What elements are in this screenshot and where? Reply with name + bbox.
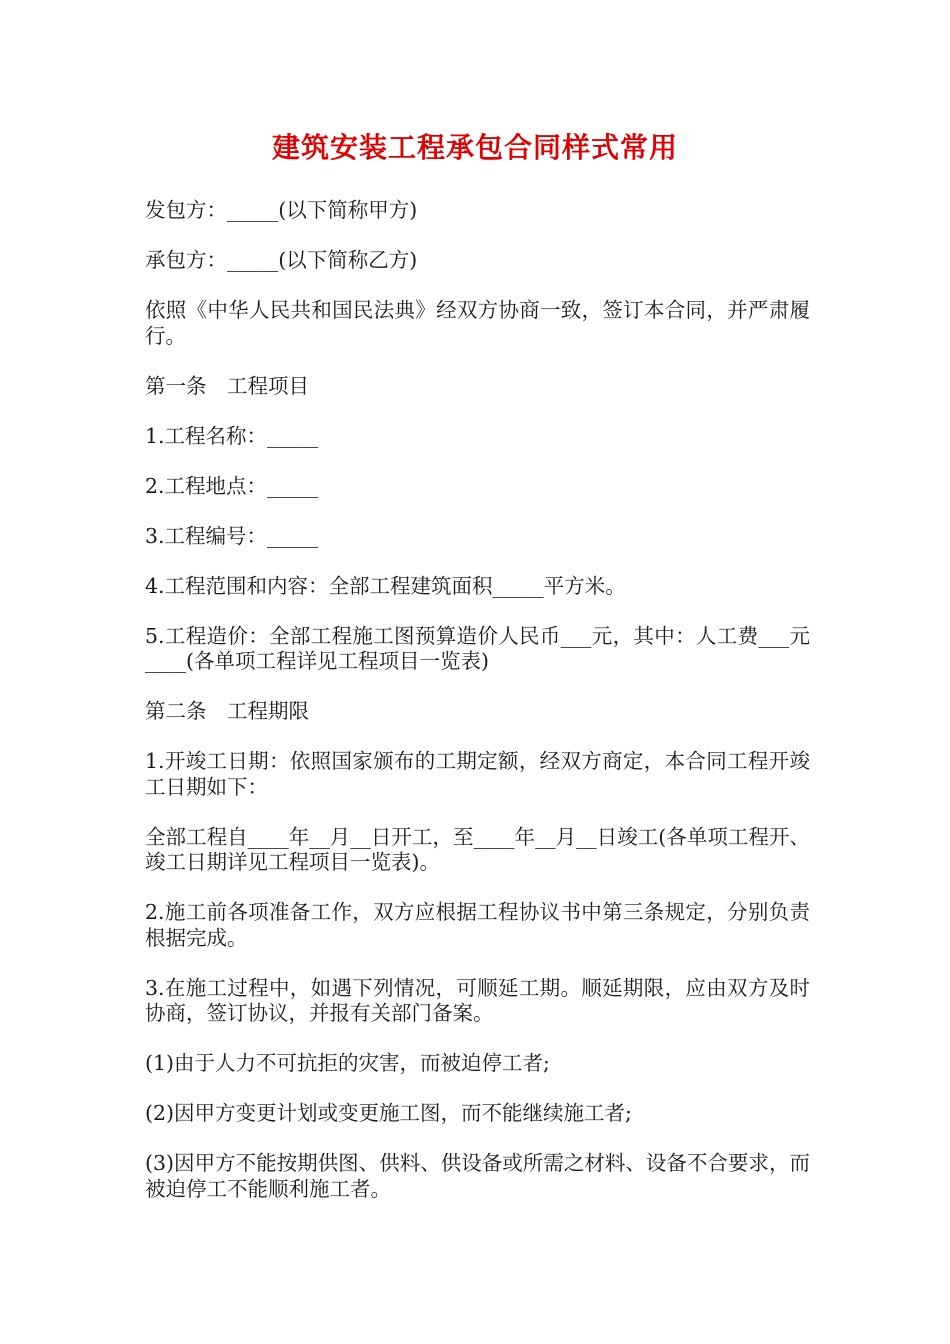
paragraph-preparation: 2.施工前各项准备工作，双方应根据工程协议书中第三条规定，分别负责根据完成。 [145, 900, 810, 950]
document-body [145, 198, 810, 1227]
paragraph-project-scope: 4.工程范围和内容：全部工程建筑面积_____平方米。 [145, 573, 626, 598]
paragraph-contractor: 承包方：_____(以下简称乙方) [145, 248, 418, 272]
paragraph-project-number: 3.工程编号：_____ [145, 523, 319, 548]
paragraph-schedule: 1.开竣工日期：依照国家颁布的工期定额，经双方商定，本合同工程开竣工日期如下： [145, 749, 810, 799]
paragraph-project-location: 2.工程地点：_____ [145, 473, 319, 498]
paragraph-extension-item-2: (2)因甲方变更计划或变更施工图，而不能继续施工者; [145, 1101, 632, 1125]
paragraph-extension: 3.在施工过程中，如遇下列情况，可顺延工期。顺延期限，应由双方及时协商，签订协议，并报有关部门备案。 [145, 975, 810, 1025]
document-title: 建筑安装工程承包合同样式常用 [271, 131, 678, 164]
paragraph-extension-item-3: (3)因甲方不能按期供图、供料、供设备或所需之材料、设备不合要求，而被迫停工不能顺利施工者。 [145, 1151, 810, 1201]
paragraph-schedule-dates: 全部工程自____年__月__日开工，至____年__月__日竣工(各单项工程开、竣工日期详见工程项目一览表)。 [145, 824, 810, 874]
paragraph-employer: 发包方：_____(以下简称甲方) [145, 198, 418, 222]
paragraph-preamble: 依照《中华人民共和国民法典》经双方协商一致，签订本合同，并严肃履行。 [145, 298, 810, 348]
paragraph-project-name: 1.工程名称：_____ [145, 423, 319, 448]
paragraph-extension-item-1: (1)由于人力不可抗拒的灾害，而被迫停工者; [145, 1051, 550, 1075]
paragraph-project-cost: 5.工程造价：全部工程施工图预算造价人民币___元，其中：人工费___元____(各单项工程详见工程项目一览表) [145, 623, 810, 673]
article-heading-2: 第二条 工程期限 [145, 699, 309, 723]
article-heading-1: 第一条 工程项目 [145, 373, 309, 398]
